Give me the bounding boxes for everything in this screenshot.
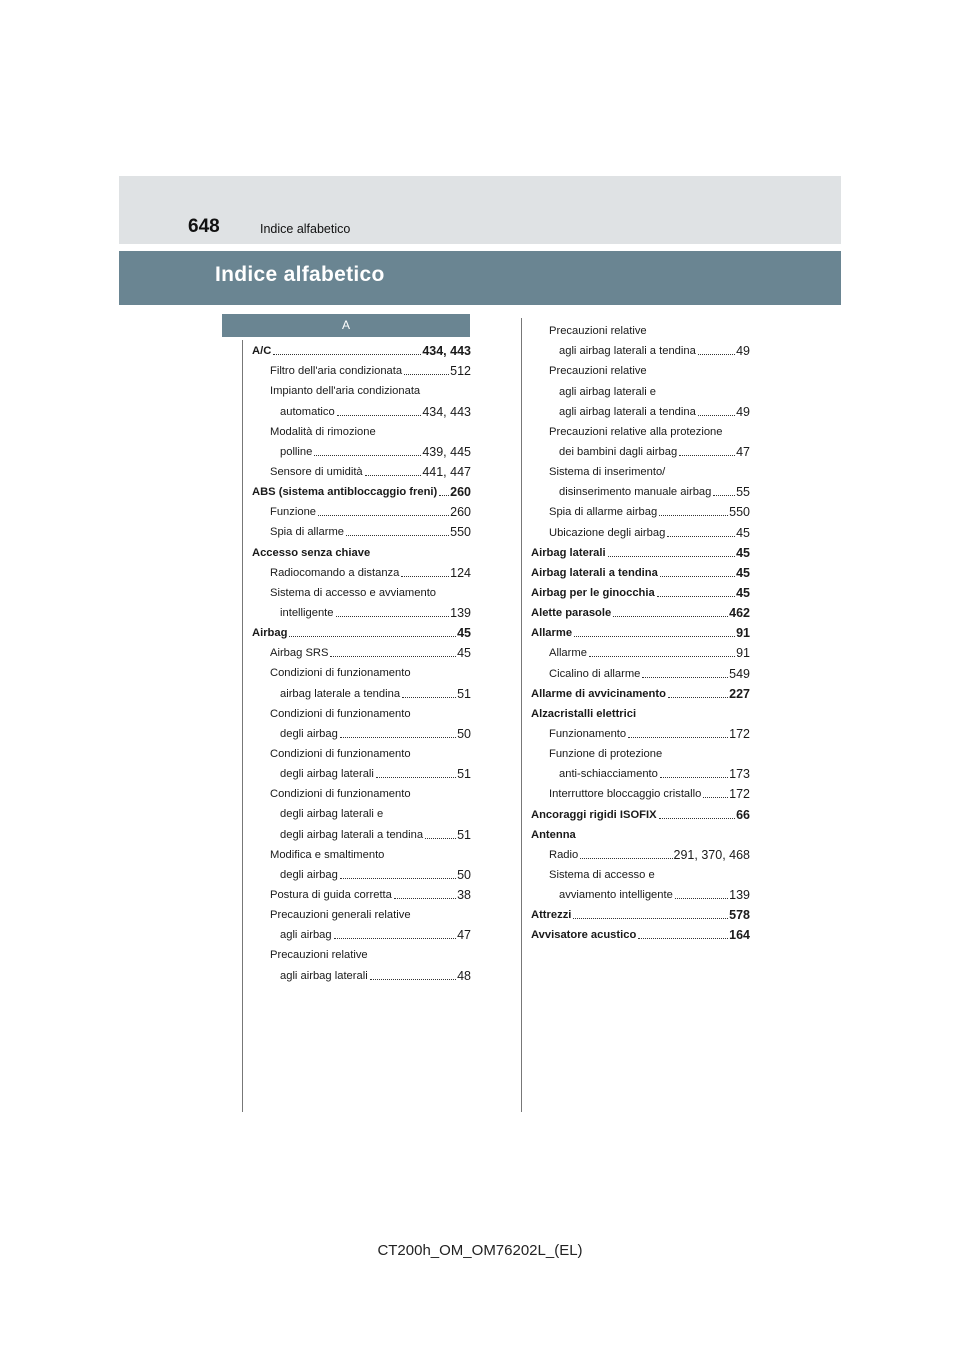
index-term: Condizioni di funzionamento xyxy=(270,747,411,760)
dot-leader xyxy=(425,838,456,839)
index-entry xyxy=(531,479,750,499)
index-entry xyxy=(531,781,750,801)
index-entry xyxy=(252,499,471,519)
index-page-ref: 512 xyxy=(450,364,471,379)
index-page-ref: 45 xyxy=(736,525,750,540)
index-term: Allarme xyxy=(549,647,587,660)
index-term: Alzacristalli elettrici xyxy=(531,707,637,720)
index-term: Airbag laterali xyxy=(531,546,606,559)
index-entry xyxy=(531,902,750,922)
index-term: Spia di allarme xyxy=(270,526,344,539)
index-term: Funzione di protezione xyxy=(549,748,663,761)
index-entry xyxy=(252,479,471,499)
dot-leader xyxy=(273,354,421,355)
index-term: Spia di allarme airbag xyxy=(549,506,658,519)
index-term: Ancoraggi rigidi ISOFIX xyxy=(531,808,657,821)
index-page-ref: 291, 370, 468 xyxy=(673,847,750,862)
index-term: intelligente xyxy=(280,606,334,619)
index-term: Condizioni di funzionamento xyxy=(270,788,411,801)
index-term: Attrezzi xyxy=(531,909,572,922)
index-entry xyxy=(252,761,471,781)
index-term: Allarme xyxy=(531,627,573,640)
dot-leader xyxy=(660,576,735,577)
index-term: agli airbag laterali xyxy=(280,969,368,982)
index-term: Filtro dell'aria condizionata xyxy=(270,365,403,378)
index-page-ref: 462 xyxy=(729,606,750,621)
index-entry xyxy=(252,680,471,700)
dot-leader xyxy=(657,596,735,597)
dot-leader xyxy=(638,938,728,939)
index-entry xyxy=(252,962,471,982)
index-page-ref: 172 xyxy=(729,726,750,741)
index-entry xyxy=(531,600,750,620)
index-term: Funzionamento xyxy=(549,727,627,740)
index-entry xyxy=(252,560,471,580)
index-term: Sensore di umidità xyxy=(270,465,363,478)
index-entry xyxy=(531,378,750,398)
index-entry xyxy=(531,499,750,519)
dot-leader xyxy=(703,797,728,798)
index-page-ref: 47 xyxy=(736,444,750,459)
index-entry xyxy=(252,942,471,962)
index-entry xyxy=(531,681,750,701)
running-title: Indice alfabetico xyxy=(260,222,351,236)
index-entry xyxy=(252,519,471,539)
index-page-ref: 164 xyxy=(729,928,750,943)
index-entry xyxy=(531,822,750,842)
index-entry xyxy=(252,660,471,680)
index-entry xyxy=(252,439,471,459)
index-term: anti-schiacciamento xyxy=(559,768,658,781)
dot-leader xyxy=(370,979,456,980)
index-term: Ubicazione degli airbag xyxy=(549,526,666,539)
index-entry xyxy=(252,842,471,862)
dot-leader xyxy=(314,455,421,456)
index-entry xyxy=(252,358,471,378)
index-page-ref: 578 xyxy=(729,908,750,923)
index-entry xyxy=(252,398,471,418)
dot-leader xyxy=(330,656,456,657)
dot-leader xyxy=(659,515,728,516)
dot-leader xyxy=(404,374,449,375)
index-term: Airbag per le ginocchia xyxy=(531,586,655,599)
dot-leader xyxy=(660,777,728,778)
index-entry xyxy=(531,801,750,821)
index-page-ref: 139 xyxy=(729,888,750,903)
left-column-divider xyxy=(242,340,243,1112)
header-band xyxy=(119,176,841,244)
index-entry xyxy=(252,419,471,439)
index-term: disinserimento manuale airbag xyxy=(559,486,712,499)
dot-leader xyxy=(580,858,672,859)
index-term: Airbag xyxy=(252,627,288,640)
index-page-ref: 91 xyxy=(736,626,750,641)
index-term: Cicalino di allarme xyxy=(549,667,641,680)
index-page-ref: 550 xyxy=(729,505,750,520)
index-entry xyxy=(531,399,750,419)
index-page-ref: 66 xyxy=(736,807,750,822)
index-page-ref: 51 xyxy=(457,827,471,842)
index-page-ref: 550 xyxy=(450,525,471,540)
index-page-ref: 441, 447 xyxy=(422,464,471,479)
index-entry xyxy=(252,882,471,902)
index-page-ref: 227 xyxy=(729,686,750,701)
index-term: airbag laterale a tendina xyxy=(280,687,401,700)
section-letter: A xyxy=(222,314,470,337)
index-term: Airbag laterali a tendina xyxy=(531,566,658,579)
document-code: CT200h_OM_OM76202L_(EL) xyxy=(377,1242,583,1259)
index-page-ref: 50 xyxy=(457,867,471,882)
dot-leader xyxy=(439,495,449,496)
dot-leader xyxy=(336,616,450,617)
index-term: Condizioni di funzionamento xyxy=(270,667,411,680)
index-entry xyxy=(252,721,471,741)
index-page-ref: 49 xyxy=(736,404,750,419)
index-term: polline xyxy=(280,445,313,458)
dot-leader xyxy=(668,697,728,698)
dot-leader xyxy=(675,898,728,899)
index-entry xyxy=(531,519,750,539)
index-page-ref: 55 xyxy=(736,485,750,500)
index-entry xyxy=(252,640,471,660)
index-term: agli airbag xyxy=(280,929,332,942)
index-page-ref: 549 xyxy=(729,666,750,681)
index-term: degli airbag xyxy=(280,868,338,881)
page-title: Indice alfabetico xyxy=(215,263,385,286)
index-term: Avvisatore acustico xyxy=(531,929,637,942)
index-entry xyxy=(531,640,750,660)
index-term: Accesso senza chiave xyxy=(252,546,371,559)
dot-leader xyxy=(698,354,735,355)
index-entry xyxy=(252,539,471,559)
index-term: degli airbag laterali a tendina xyxy=(280,828,424,841)
index-term: agli airbag laterali e xyxy=(559,385,657,398)
index-term: agli airbag laterali a tendina xyxy=(559,345,696,358)
index-page-ref: 91 xyxy=(736,646,750,661)
dot-leader xyxy=(318,515,449,516)
index-term: Antenna xyxy=(531,828,576,841)
index-page-ref: 51 xyxy=(457,686,471,701)
index-term: Modalità di rimozione xyxy=(270,425,376,438)
index-entry xyxy=(531,419,750,439)
dot-leader xyxy=(573,918,728,919)
index-term: dei bambini dagli airbag xyxy=(559,445,678,458)
dot-leader xyxy=(667,536,735,537)
index-entry xyxy=(531,741,750,761)
dot-leader xyxy=(589,656,735,657)
index-entry xyxy=(531,459,750,479)
index-term: Modifica e smaltimento xyxy=(270,848,385,861)
dot-leader xyxy=(346,535,449,536)
index-entry xyxy=(252,922,471,942)
index-term: Sistema di accesso e avviamento xyxy=(270,586,437,599)
dot-leader xyxy=(608,556,735,557)
index-page-ref: 439, 445 xyxy=(422,444,471,459)
index-term: Airbag SRS xyxy=(270,647,329,660)
index-entry xyxy=(531,580,750,600)
index-term: Condizioni di funzionamento xyxy=(270,707,411,720)
index-page-ref: 45 xyxy=(736,545,750,560)
index-entry xyxy=(531,721,750,741)
index-entry xyxy=(531,540,750,560)
dot-leader xyxy=(376,777,456,778)
index-term: Alette parasole xyxy=(531,607,612,620)
dot-leader xyxy=(698,415,735,416)
index-entry xyxy=(252,821,471,841)
index-entry xyxy=(531,358,750,378)
dot-leader xyxy=(401,576,449,577)
dot-leader xyxy=(334,938,456,939)
index-entry xyxy=(252,701,471,721)
dot-leader xyxy=(574,636,735,637)
index-term: Radiocomando a distanza xyxy=(270,566,400,579)
index-term: agli airbag laterali a tendina xyxy=(559,405,696,418)
index-entry xyxy=(531,620,750,640)
index-term: Interruttore bloccaggio cristallo xyxy=(549,788,702,801)
index-term: Sistema di inserimento/ xyxy=(549,466,666,479)
index-page-ref: 260 xyxy=(450,485,471,500)
dot-leader xyxy=(394,898,456,899)
index-entry xyxy=(531,882,750,902)
index-page-ref: 50 xyxy=(457,726,471,741)
index-term: Allarme di avvicinamento xyxy=(531,687,666,700)
dot-leader xyxy=(289,636,456,637)
index-entry xyxy=(252,741,471,761)
index-entry xyxy=(531,761,750,781)
dot-leader xyxy=(713,495,735,496)
index-term: Sistema di accesso e xyxy=(549,868,655,881)
dot-leader xyxy=(337,415,422,416)
index-column-right xyxy=(531,318,750,942)
center-column-divider xyxy=(521,318,522,1112)
index-page-ref: 434, 443 xyxy=(422,344,471,359)
index-term: degli airbag laterali xyxy=(280,768,374,781)
index-column-left xyxy=(252,338,471,983)
index-entry xyxy=(531,862,750,882)
index-term: Impianto dell'aria condizionata xyxy=(270,385,421,398)
index-page-ref: 434, 443 xyxy=(422,404,471,419)
index-entry xyxy=(252,378,471,398)
index-entry xyxy=(252,600,471,620)
index-page-ref: 45 xyxy=(457,646,471,661)
index-term: Precauzioni generali relative xyxy=(270,909,411,922)
index-term: ABS (sistema antibloccaggio freni) xyxy=(252,486,438,499)
dot-leader xyxy=(402,697,456,698)
index-page-ref: 172 xyxy=(729,787,750,802)
index-term: degli airbag xyxy=(280,727,338,740)
index-page-ref: 124 xyxy=(450,565,471,580)
dot-leader xyxy=(613,616,728,617)
index-page-ref: 173 xyxy=(729,767,750,782)
index-entry xyxy=(252,580,471,600)
index-term: Precauzioni relative xyxy=(270,949,368,962)
index-term: Radio xyxy=(549,848,579,861)
index-entry xyxy=(531,560,750,580)
index-page-ref: 38 xyxy=(457,887,471,902)
index-entry xyxy=(531,338,750,358)
index-entry xyxy=(531,318,750,338)
page-number: 648 xyxy=(188,216,220,237)
index-entry xyxy=(531,439,750,459)
index-page-ref: 45 xyxy=(736,585,750,600)
index-page-ref: 48 xyxy=(457,968,471,983)
index-term: Precauzioni relative alla protezione xyxy=(549,425,723,438)
index-entry xyxy=(531,842,750,862)
index-page-ref: 49 xyxy=(736,344,750,359)
index-term: Postura di guida corretta xyxy=(270,888,392,901)
index-term: Precauzioni relative xyxy=(549,365,647,378)
index-entry xyxy=(252,781,471,801)
dot-leader xyxy=(642,677,728,678)
index-entry xyxy=(252,459,471,479)
index-term: automatico xyxy=(280,405,335,418)
index-entry xyxy=(531,922,750,942)
index-entry xyxy=(252,902,471,922)
index-page-ref: 45 xyxy=(736,565,750,580)
dot-leader xyxy=(365,475,422,476)
index-page-ref: 45 xyxy=(457,626,471,641)
index-entry xyxy=(252,801,471,821)
index-entry xyxy=(531,701,750,721)
index-term: degli airbag laterali e xyxy=(280,808,384,821)
index-page-ref: 47 xyxy=(457,928,471,943)
index-term: Precauzioni relative xyxy=(549,325,647,338)
index-term: Funzione xyxy=(270,506,317,519)
index-term: avviamento intelligente xyxy=(559,889,673,902)
index-entry xyxy=(252,620,471,640)
dot-leader xyxy=(340,878,456,879)
dot-leader xyxy=(340,737,456,738)
dot-leader xyxy=(628,737,728,738)
index-term: A/C xyxy=(252,345,272,358)
index-entry xyxy=(252,862,471,882)
index-entry xyxy=(531,660,750,680)
index-page-ref: 260 xyxy=(450,505,471,520)
dot-leader xyxy=(659,818,736,819)
dot-leader xyxy=(679,455,735,456)
index-page-ref: 139 xyxy=(450,605,471,620)
index-entry xyxy=(252,338,471,358)
index-page-ref: 51 xyxy=(457,767,471,782)
